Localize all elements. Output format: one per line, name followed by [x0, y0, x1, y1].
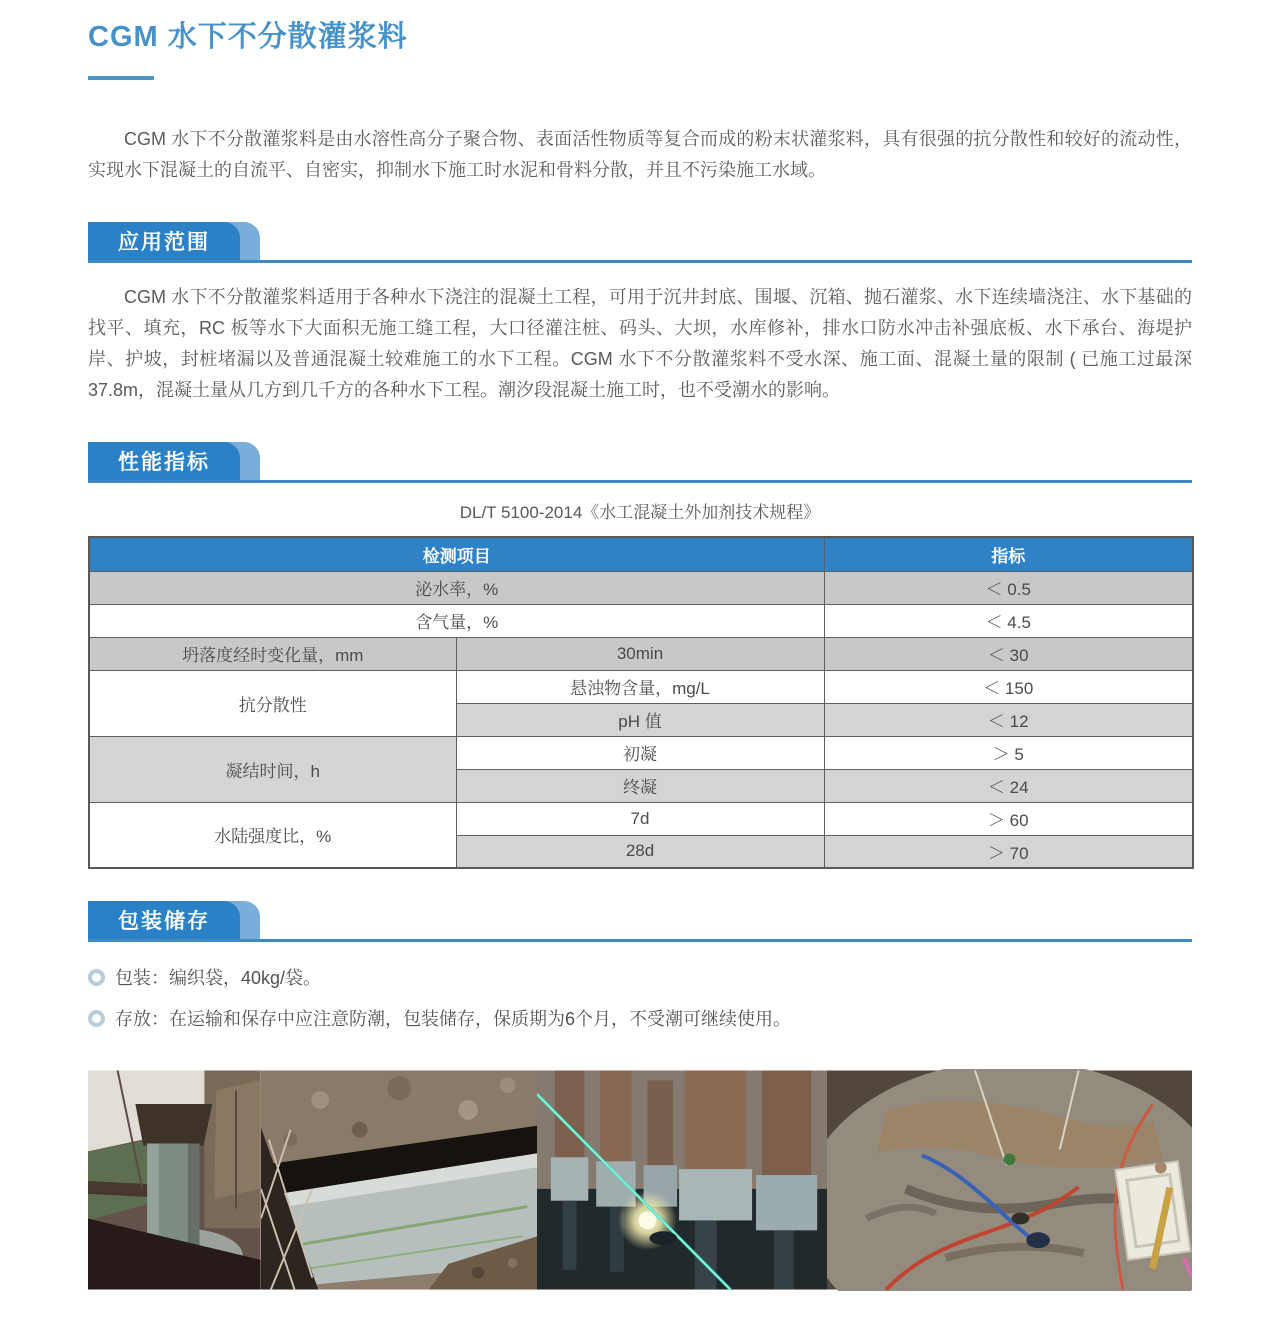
table-row	[89, 604, 1193, 637]
photo-strip	[88, 1069, 1192, 1291]
sub-item-cell: 30min	[456, 637, 824, 670]
title-underline	[88, 76, 154, 80]
photo-tremie-pipe-pour-site	[88, 1069, 261, 1291]
section-header-application	[88, 222, 1192, 263]
value-cell: ＜ 0.5	[824, 571, 1193, 604]
list-item	[88, 1005, 1192, 1031]
bullet-text: 包装：编织袋，40kg/袋。	[115, 968, 322, 988]
item-cell: 坍落度经时变化量，mm	[89, 637, 456, 670]
value-cell: ＞ 70	[824, 835, 1193, 868]
ring-bullet-icon	[88, 1010, 105, 1027]
table-row	[89, 571, 1193, 604]
table-row	[89, 736, 1193, 769]
table-row	[89, 670, 1193, 703]
list-item	[88, 964, 1192, 990]
item-cell: 水陆强度比，%	[89, 802, 456, 868]
table-row	[89, 637, 1193, 670]
column-header-index: 指标	[824, 537, 1193, 571]
section-badge-performance: 性能指标	[88, 442, 240, 480]
photo-concrete-pile-joint-closeup	[261, 1069, 537, 1291]
item-cell: 抗分散性	[89, 670, 456, 736]
page-title: CGM 水下不分散灌浆料	[88, 21, 408, 53]
item-cell: 含气量，%	[89, 604, 824, 637]
section-header-packaging	[88, 901, 1192, 942]
sub-item-cell: 初凝	[456, 736, 824, 769]
item-cell: 凝结时间，h	[89, 736, 456, 802]
sub-item-cell: 28d	[456, 835, 824, 868]
bullet-text: 存放：在运输和保存中应注意防潮，包装储存，保质期为6个月，不受潮可继续使用。	[115, 1009, 792, 1029]
section-badge-application: 应用范围	[88, 222, 240, 260]
photo-night-pier-casing-laser	[537, 1069, 827, 1291]
value-cell: ＜ 30	[824, 637, 1193, 670]
item-cell: 泌水率，%	[89, 571, 824, 604]
value-cell: ＜ 150	[824, 670, 1193, 703]
section-header-performance	[88, 442, 1192, 483]
ring-bullet-icon	[88, 969, 105, 986]
table-row	[89, 802, 1193, 835]
packaging-bullet-list	[88, 964, 1192, 1031]
value-cell: ＜ 12	[824, 703, 1193, 736]
performance-table	[88, 536, 1194, 869]
intro-paragraph: CGM 水下不分散灌浆料是由水溶性高分子聚合物、表面活性物质等复合而成的粉末状灌浆料，具有很强的抗分散性和较好的流动性，实现水下混凝土的自流平、自密实，抑制水下施工时水泥和骨料分散，并且不污染施工水域。	[88, 129, 1192, 180]
value-cell: ＜ 4.5	[824, 604, 1193, 637]
column-header-item: 检测项目	[89, 537, 824, 571]
value-cell: ＞ 5	[824, 736, 1193, 769]
section-badge-packaging: 包装储存	[88, 901, 240, 939]
sub-item-cell: 7d	[456, 802, 824, 835]
value-cell: ＜ 24	[824, 769, 1193, 802]
application-paragraph: CGM 水下不分散灌浆料适用于各种水下浇注的混凝土工程，可用于沉井封底、围堰、沉箱、抛石灌浆、水下连续墙浇注、水下基础的找平、填充，RC 板等水下大面积无施工缝工程，大口径灌注桩、码头、大坝，水库修补，排水口防水冲击补强底板、水下承台、海堤护岸、护坡，封桩堵漏以及普通混凝土较难施工的水下工程。CGM 水下不分散灌浆料不受水深、施工面、混凝土量的限制 ( 已施工过最深 37.8m，混凝土量从几方到几千方的各种水下工程。潮汐段混凝土施工时，也不受潮水的影响。	[88, 287, 1192, 400]
sub-item-cell: 终凝	[456, 769, 824, 802]
sub-item-cell: pH 值	[456, 703, 824, 736]
value-cell: ＞ 60	[824, 802, 1193, 835]
standard-reference: DL/T 5100-2014《水工混凝土外加剂技术规程》	[459, 503, 821, 522]
photo-muddy-caisson-pit-cables	[827, 1069, 1192, 1291]
table-header-row	[89, 537, 1193, 571]
sub-item-cell: 悬浊物含量，mg/L	[456, 670, 824, 703]
